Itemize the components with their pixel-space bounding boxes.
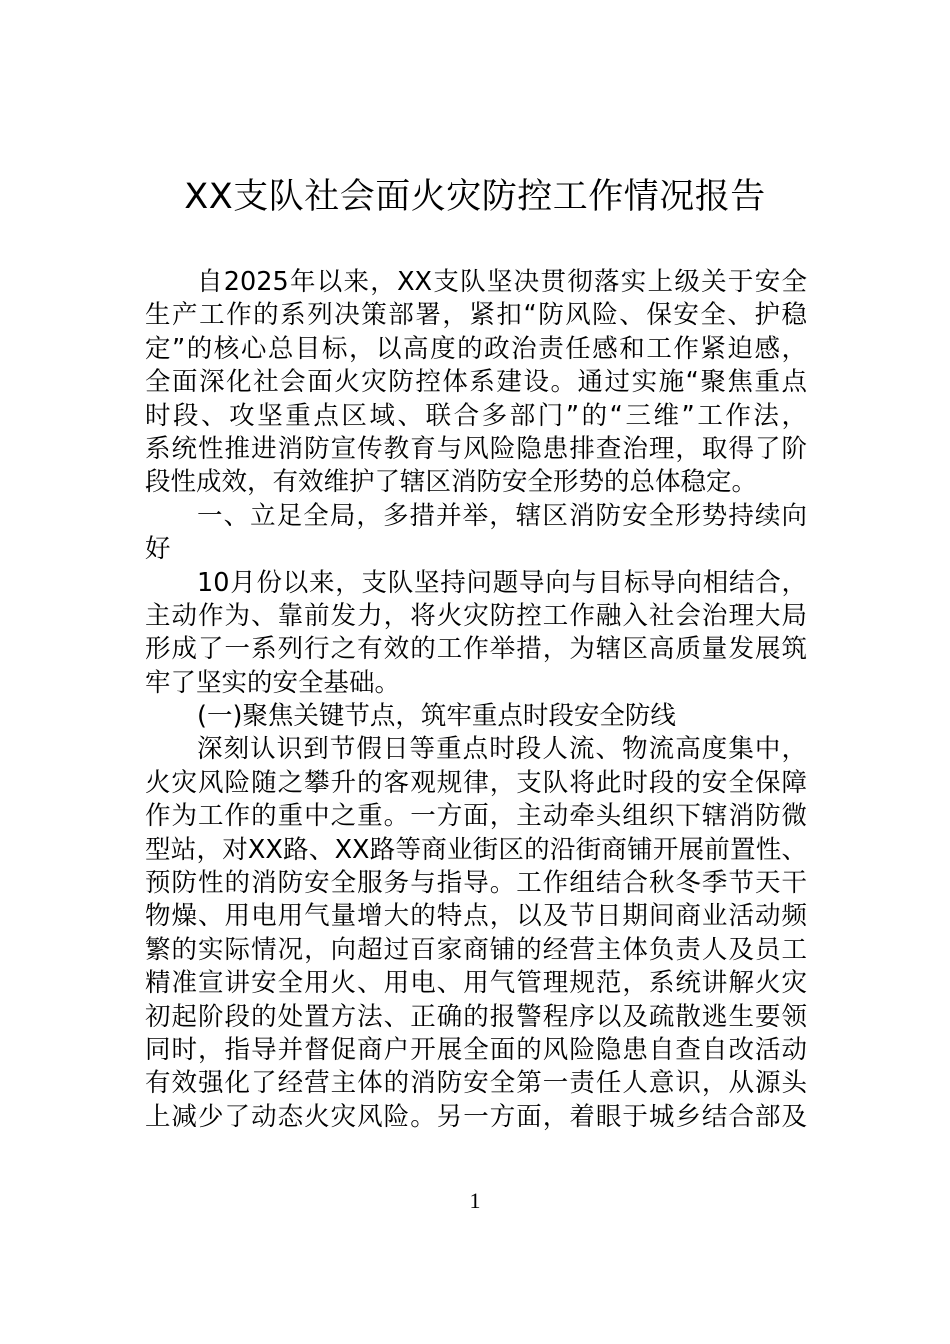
text-line: 型站，对XX路、XX路等商业街区的沿街商铺开展前置性、 xyxy=(145,834,807,865)
paragraph xyxy=(145,700,807,733)
text-line: 定”的核心总目标，以高度的政治责任感和工作紧迫感， xyxy=(145,333,807,364)
text-line: 10月份以来，支队坚持问题导向与目标导向相结合， xyxy=(197,567,807,598)
text-line: 精准宣讲安全用火、用电、用气管理规范，系统讲解火灾 xyxy=(145,968,807,999)
text-line: 牢了坚实的安全基础。 xyxy=(145,667,401,698)
text-line: 深刻认识到节假日等重点时段人流、物流高度集中， xyxy=(197,734,807,765)
paragraph xyxy=(145,500,807,567)
text-line: 上减少了动态火灾风险。另一方面，着眼于城乡结合部及 xyxy=(145,1101,807,1132)
text-line: 系统性推进消防宣传教育与风险隐患排查治理，取得了阶 xyxy=(145,433,807,464)
text-line: 生产工作的系列决策部署，紧扣“防风险、保安全、护稳 xyxy=(145,300,807,331)
document-body xyxy=(145,266,807,1134)
text-line: 好 xyxy=(145,534,171,565)
text-line: 作为工作的重中之重。一方面，主动牵头组织下辖消防微 xyxy=(145,801,807,832)
text-line: 时段、攻坚重点区域、联合多部门”的“三维”工作法， xyxy=(145,400,807,431)
text-line: 主动作为、靠前发力，将火灾防控工作融入社会治理大局 xyxy=(145,600,807,631)
page-number: 1 xyxy=(469,1188,481,1213)
document-title: XX支队社会面火灾防控工作情况报告 xyxy=(184,177,766,217)
text-line: 形成了一系列行之有效的工作举措，为辖区高质量发展筑 xyxy=(145,634,807,665)
text-line: 火灾风险随之攀升的客观规律，支队将此时段的安全保障 xyxy=(145,767,807,798)
text-line: 同时，指导并督促商户开展全面的风险隐患自查自改活动 xyxy=(145,1034,807,1065)
text-line: 有效强化了经营主体的消防安全第一责任人意识，从源头 xyxy=(145,1068,807,1099)
text-line: 自2025年以来，XX支队坚决贯彻落实上级关于安全 xyxy=(197,267,807,297)
text-line: 初起阶段的处置方法、正确的报警程序以及疏散逃生要领 xyxy=(145,1001,807,1032)
text-line: 一、立足全局，多措并举，辖区消防安全形势持续向 xyxy=(197,500,807,531)
paragraph xyxy=(145,567,807,701)
text-line: (一)聚焦关键节点，筑牢重点时段安全防线 xyxy=(197,701,676,732)
text-line: 全面深化社会面火灾防控体系建设。通过实施“聚焦重点 xyxy=(145,367,807,398)
text-line: 段性成效，有效维护了辖区消防安全形势的总体稳定。 xyxy=(145,467,758,498)
text-line: 预防性的消防安全服务与指导。工作组结合秋冬季节天干 xyxy=(145,868,807,899)
paragraph xyxy=(145,733,807,1134)
paragraph xyxy=(145,266,807,500)
text-line: 繁的实际情况，向超过百家商铺的经营主体负责人及员工 xyxy=(145,934,807,965)
text-line: 物燥、用电用气量增大的特点，以及节日期间商业活动频 xyxy=(145,901,807,932)
